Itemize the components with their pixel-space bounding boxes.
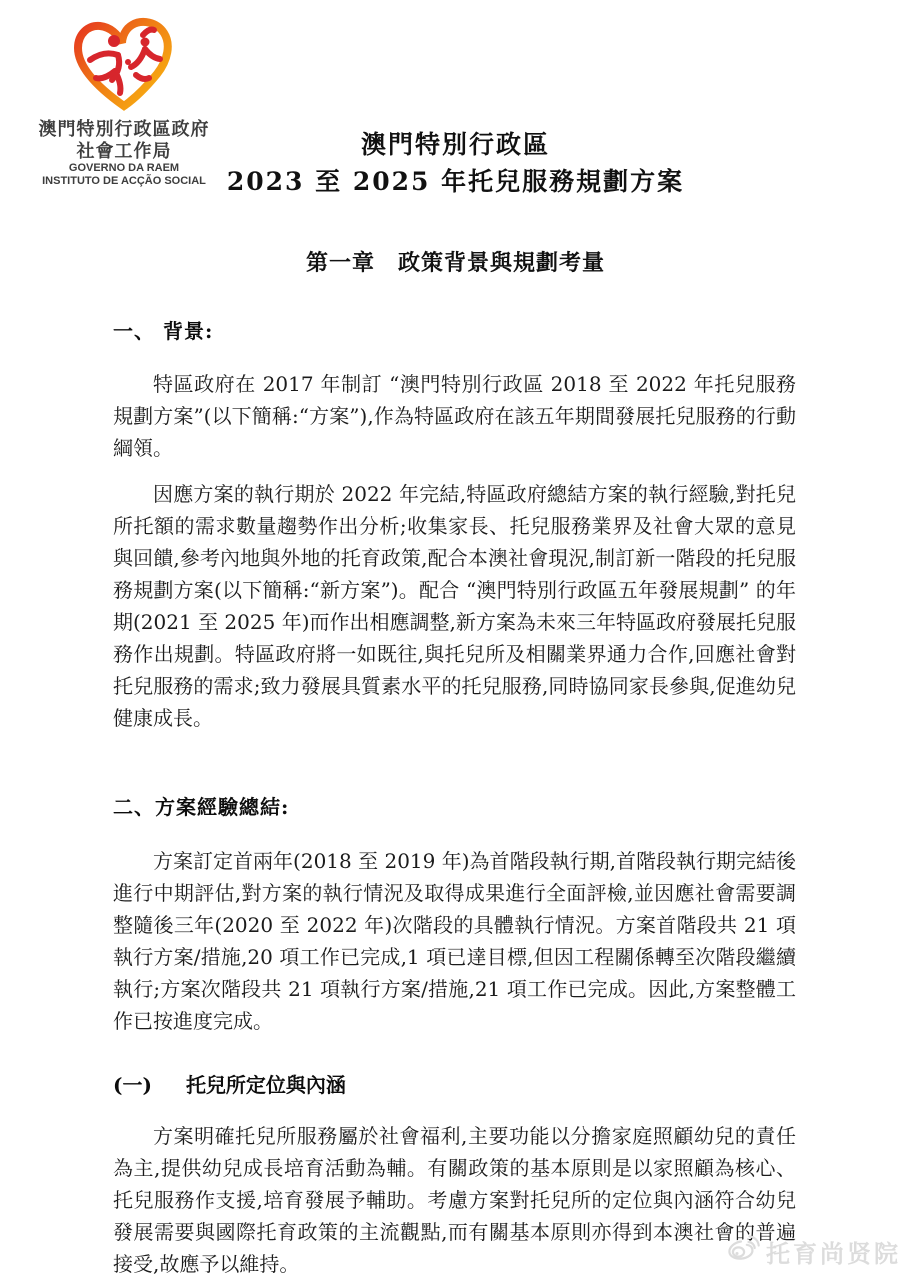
org-name-zh-line1: 澳門特別行政區政府 [38, 119, 210, 139]
body-paragraph: 方案訂定首兩年(2018 至 2019 年)為首階段執行期,首階段執行期完結後進行中期評估,對方案的執行情況及取得成果進行全面評檢,並因應社會需要調整隨後三年(2020 至 2022 年)次階段的具體執行情況。方案首階段共 21 項執行方案/措施,20 項工作已完成,1 項已達目標,但因工程關係轉至次階段繼續執行;方案次階段共 21 項執行方案/措施,21 項工作已完成。因此,方案整體工作已按進度完成。 [113, 849, 796, 1033]
org-name-pt-line2: INSTITUTO DE ACÇÃO SOCIAL [42, 175, 206, 187]
heart-family-logo-icon [65, 14, 183, 118]
document-title [0, 126, 911, 200]
section-heading-plan-summary: 二、方案經驗總結: [113, 795, 290, 819]
org-name-zh-line2: 社會工作局 [76, 141, 172, 161]
weibo-icon [726, 1233, 760, 1269]
document-title-line1: 澳門特別行政區 [360, 130, 550, 159]
body-paragraph: 特區政府在 2017 年制訂 “澳門特別行政區 2018 至 2022 年托兒服務規劃方案”(以下簡稱:“方案”),作為特區政府在該五年期間發展托兒服務的行動綱領。 [113, 372, 796, 460]
document-body [113, 318, 796, 1279]
subsection-number: (一) [113, 1073, 152, 1097]
section-heading-background: 一、 背景: [113, 319, 214, 343]
document-title-line2: 2023 至 2025 年托兒服務規劃方案 [226, 167, 685, 196]
body-paragraph: 方案明確托兒所服務屬於社會福利,主要功能以分擔家庭照顧幼兒的責任為主,提供幼兒成長培育活動為輔。有關政策的基本原則是以家照顧為核心、托兒服務作支援,培育發展予輔助。考慮方案對托兒所的定位與內涵符合幼兒發展需要與國際托育政策的主流觀點,而有關基本原則亦得到本澳社會的普遍接受,故應予以維持。 [113, 1124, 796, 1276]
subsection-title: 托兒所定位與內涵 [185, 1073, 346, 1097]
chapter-heading: 第一章 政策背景與規劃考量 [305, 250, 605, 276]
watermark-text: 托育尚贤院 [766, 1240, 901, 1268]
watermark [726, 1233, 901, 1269]
org-name-pt-line1: GOVERNO DA RAEM [68, 162, 180, 174]
subsection-heading [113, 1072, 796, 1098]
body-paragraph: 因應方案的執行期於 2022 年完結,特區政府總結方案的執行經驗,對托兒所托額的需求數量趨勢作出分析;收集家長、托兒服務業界及社會大眾的意見與回饋,參考內地與外地的托育政策,配合本澳社會現況,制訂新一階段的托兒服務規劃方案(以下簡稱:“新方案”)。配合 “澳門特別行政區五年發展規劃” 的年期(2021 至 2025 年)而作出相應調整,新方案為未來三年特區政府發展托兒服務作出規劃。特區政府將一如既往,與托兒所及相關業界通力合作,回應社會對托兒服務的需求;致力發展具質素水平的托兒服務,同時協同家長參與,促進幼兒健康成長。 [113, 482, 796, 730]
